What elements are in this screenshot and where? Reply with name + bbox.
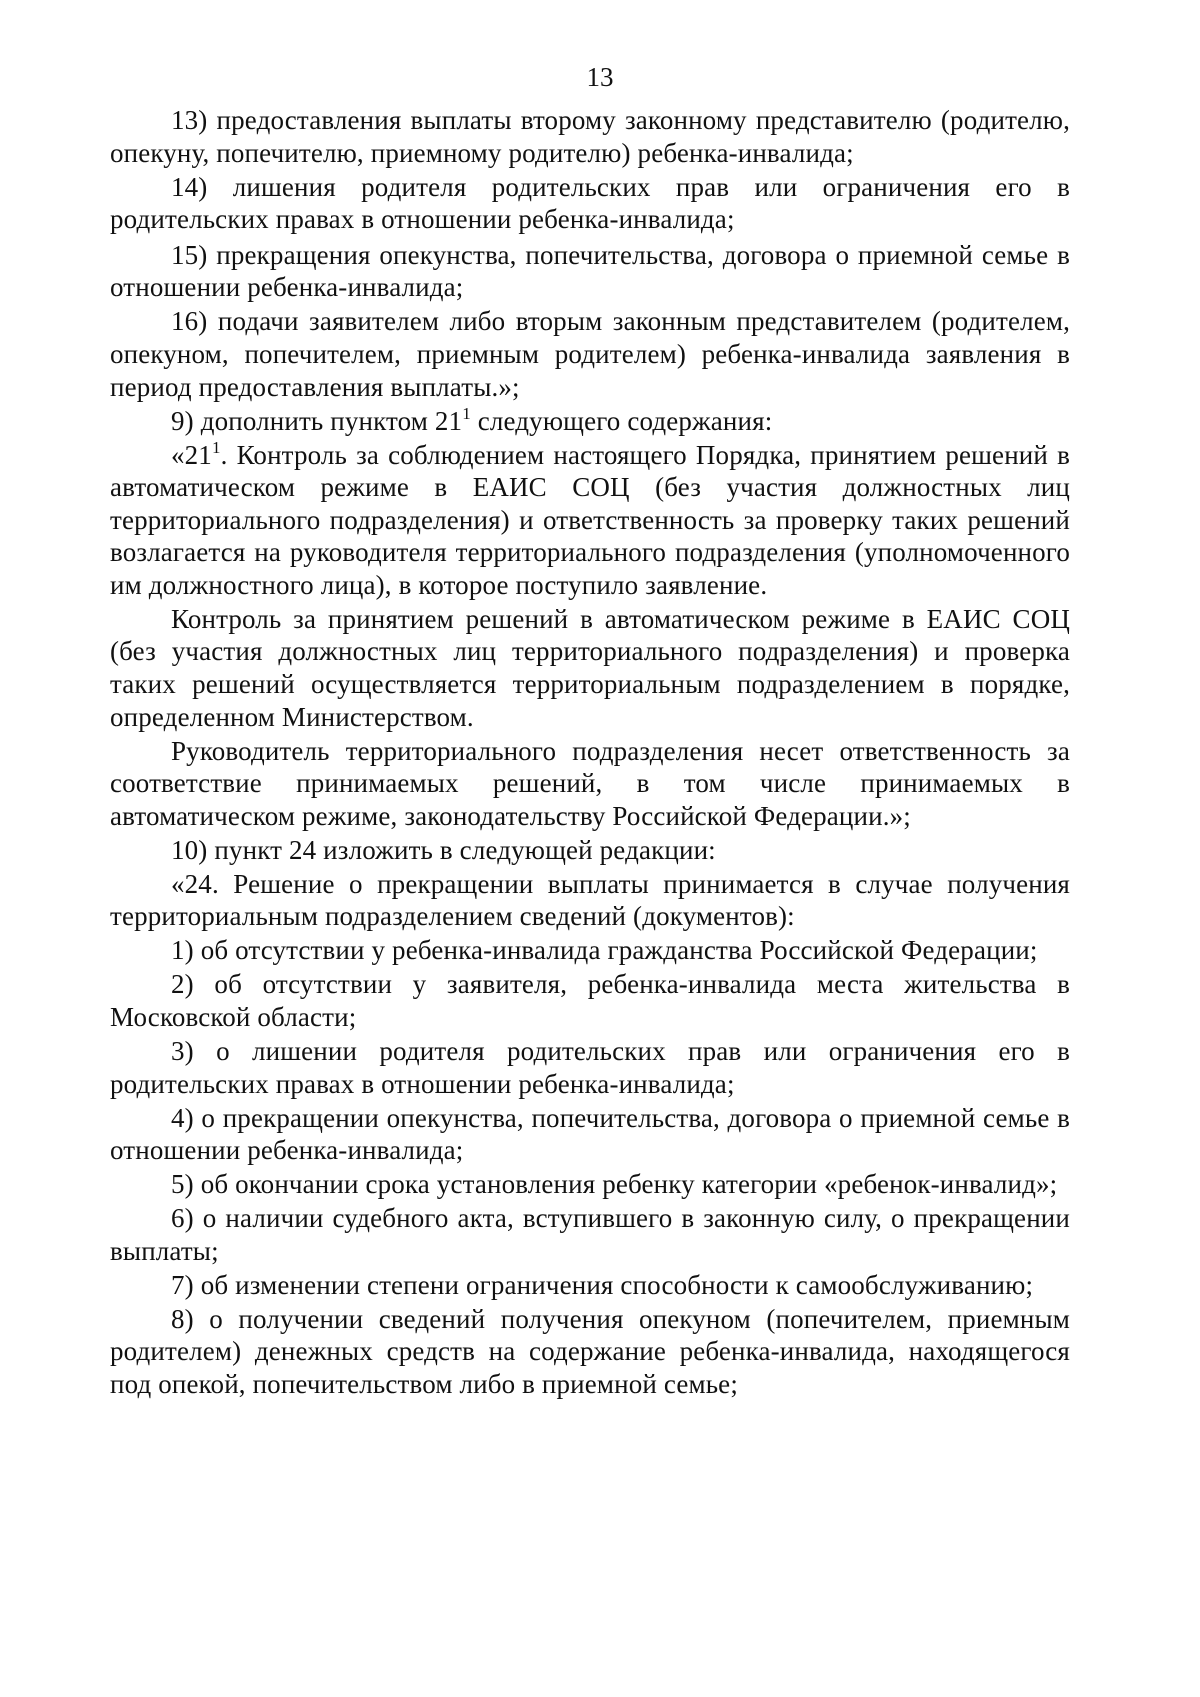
paragraph-item-10: 10) пункт 24 изложить в следующей редакции: bbox=[171, 834, 716, 865]
paragraph-14: 14) лишения родителя родительских прав или ограничения его в родительских правах в отношении ребенка-инвалида; bbox=[110, 171, 1070, 235]
item-21-1-superscript: 1 bbox=[211, 437, 221, 457]
paragraph-24-7: 7) об изменении степени ограничения способности к самообслуживанию; bbox=[171, 1269, 1034, 1300]
paragraph-24-2: 2) об отсутствии у заявителя, ребенка-инвалида места жительства в Московской области; bbox=[110, 969, 1070, 1032]
item-9-superscript: 1 bbox=[462, 403, 471, 423]
paragraph-item-9 bbox=[110, 405, 1070, 438]
paragraph-24-8: 8) о получении сведений получения опекуном (попечителем, приемным родителем) денежных средств на содержание ребенка-инвалида, находящегося под опекой, попечительством либо в приемной семье; bbox=[110, 1303, 1070, 1399]
item-9-text-end: следующего содержания: bbox=[470, 405, 773, 436]
paragraph-24-6: 6) о наличии судебного акта, вступившего в законную силу, о прекращении выплаты; bbox=[110, 1203, 1070, 1266]
paragraph-24-1: 1) об отсутствии у ребенка-инвалида гражданства Российской Федерации; bbox=[171, 935, 1038, 966]
paragraph-head-responsibility: Руководитель территориального подразделения несет ответственность за соответствие принимаемых решений, в том числе принимаемых в автоматическом режиме, законодательству Российской Федерации.»; bbox=[110, 735, 1070, 831]
paragraph-24-4: 4) о прекращении опекунства, попечительства, договора о приемной семье в отношении ребенка-инвалида; bbox=[110, 1102, 1070, 1166]
paragraph-24: «24. Решение о прекращении выплаты принимается в случае получения территориальным подразделением сведений (документов): bbox=[110, 868, 1070, 932]
paragraph-control: Контроль за принятием решений в автоматическом режиме в ЕАИС СОЦ (без участия должностных лиц территориального подразделения) и проверка таких решений осуществляется территориальным подразделением в порядке, определенном Министерством. bbox=[110, 603, 1070, 732]
document-body bbox=[110, 104, 1070, 1402]
item-21-1-text: . Контроль за соблюдением настоящего Порядка, принятием решений в автоматическом режиме в ЕАИС СОЦ (без участия должностных лиц территориального подразделения) и ответственность за проверку таких решений возлагается на руководителя территориального подразделения (уполномоченного им должностного лица), в которое поступило заявление. bbox=[110, 439, 1070, 600]
paragraph-21-1 bbox=[110, 439, 1070, 602]
paragraph-13: 13) предоставления выплаты второму законному представителю (родителю, опекуну, попечителю, приемному родителю) ребенка-инвалида; bbox=[110, 105, 1070, 168]
item-9-text: 9) дополнить пунктом 21 bbox=[171, 405, 463, 436]
paragraph-16: 16) подачи заявителем либо вторым законным представителем (родителем, опекуном, попечителем, приемным родителем) ребенка-инвалида заявления в период предоставления выплаты.»; bbox=[110, 306, 1070, 402]
paragraph-24-3: 3) о лишении родителя родительских прав или ограничения его в родительских правах в отношении ребенка-инвалида; bbox=[110, 1035, 1070, 1099]
paragraph-24-5: 5) об окончании срока установления ребенку категории «ребенок-инвалид»; bbox=[171, 1169, 1058, 1200]
paragraph-15: 15) прекращения опекунства, попечительства, договора о приемной семье в отношении ребенка-инвалида; bbox=[110, 239, 1070, 303]
item-21-1-number: «21 bbox=[171, 439, 212, 470]
page-number: 13 bbox=[586, 62, 614, 92]
